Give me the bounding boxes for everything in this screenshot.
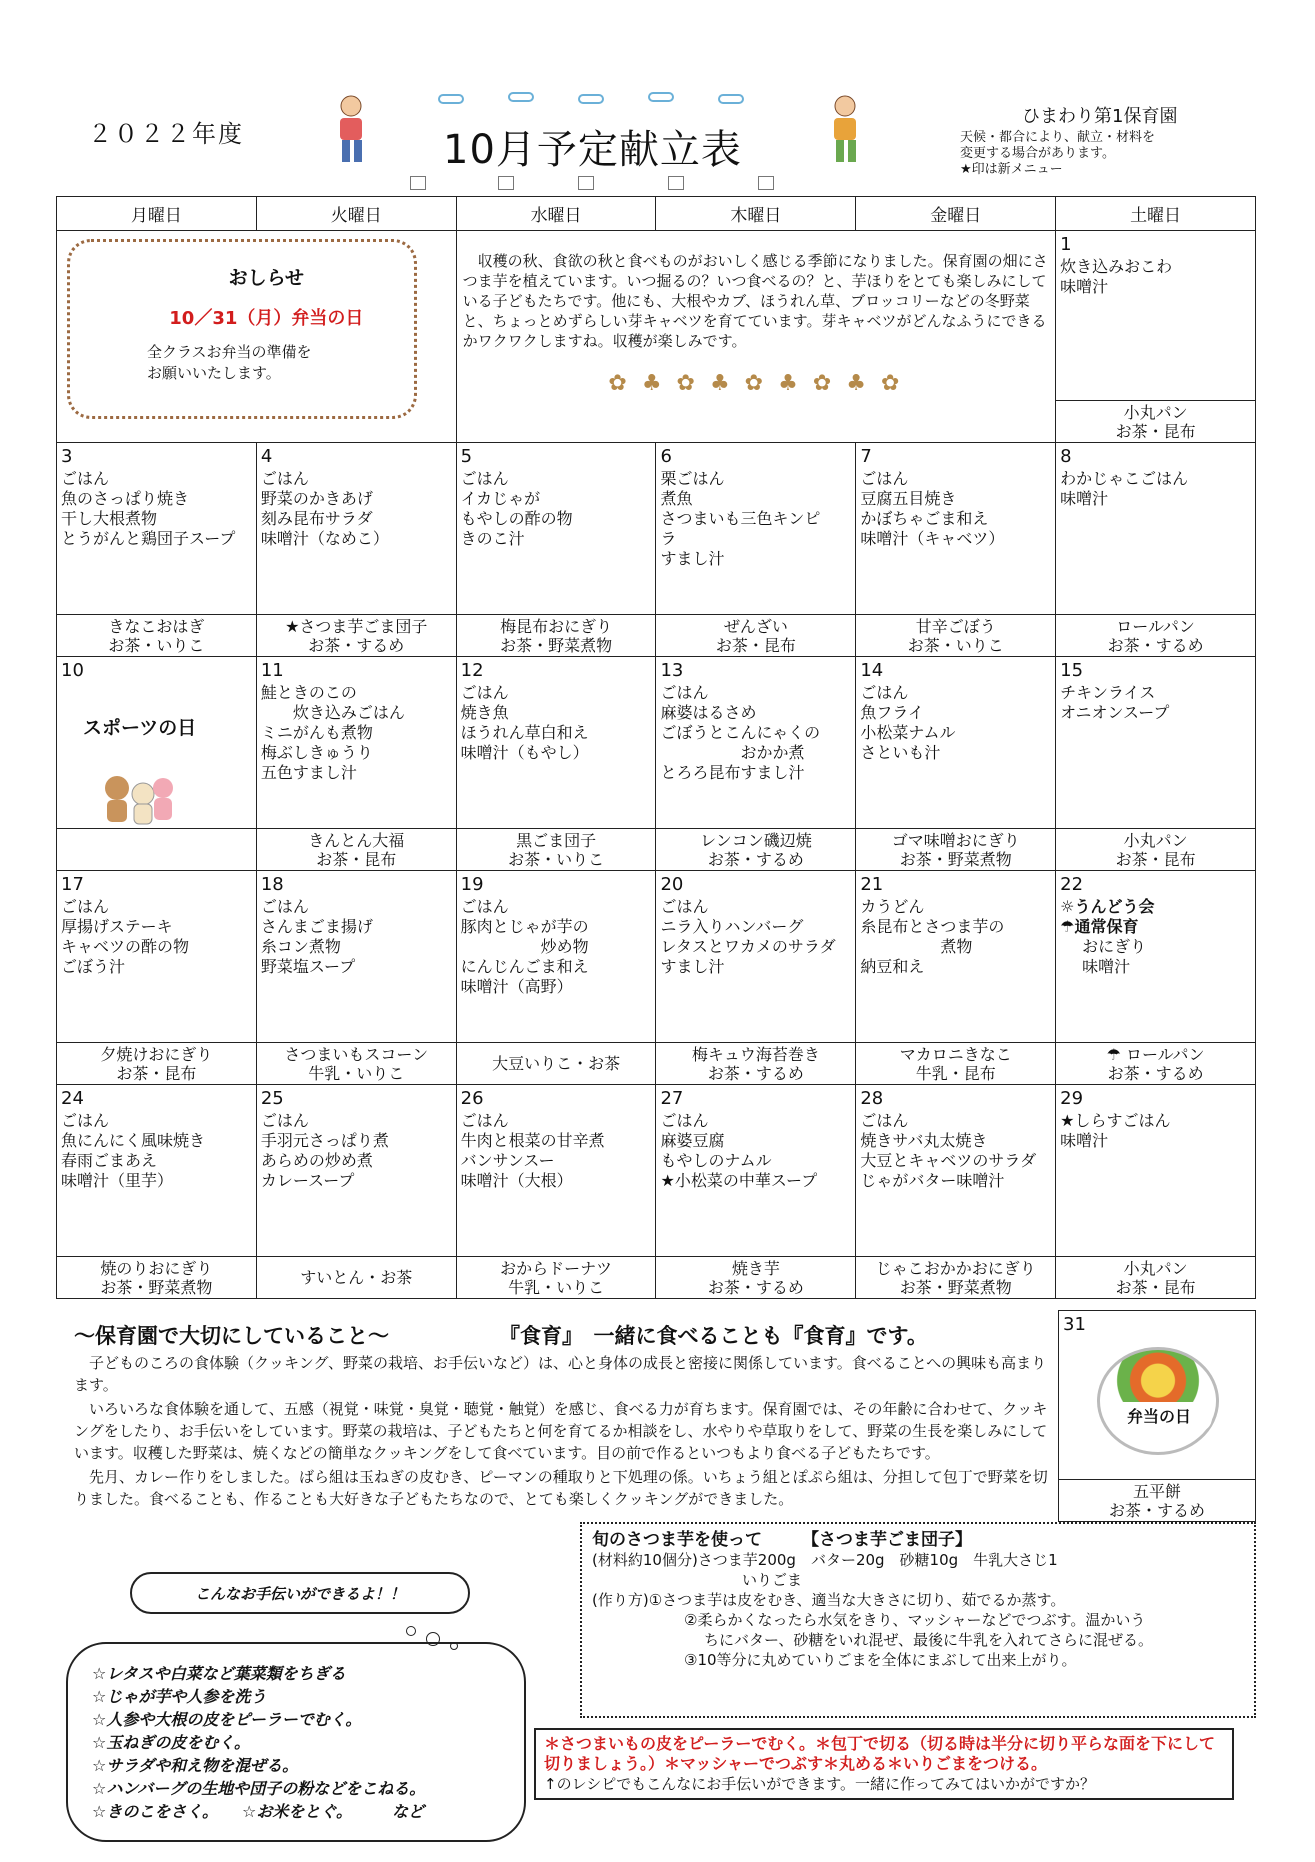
day-number: 14: [860, 660, 884, 681]
day-menu: ごはん ニラ入りハンバーグ レタスとワカメのサラダ すまし汁: [660, 897, 836, 976]
recipe-box: [580, 1522, 1256, 1718]
edu-paragraph: 先月、カレー作りをしました。ばら組は玉ねぎの皮むき、ピーマンの種取りと下処理の係。いちょう組とぽぷら組は、分担して包丁で野菜を切りました。食べることも、作ることも大好きな子どもたちなので、とても楽しくクッキングができました。: [74, 1468, 1048, 1508]
snack-cell-27: 焼き芋 お茶・するめ: [656, 1257, 856, 1299]
fiscal-year: ２０２２年度: [88, 120, 244, 148]
notice-date: 10／31（月）弁当の日: [169, 308, 364, 329]
snack-cell-12: 黒ごま団子 お茶・いりこ: [456, 829, 656, 871]
snack-row-2: [57, 829, 1256, 871]
day-number: 17: [61, 874, 84, 895]
weekday-tue: 火曜日: [256, 197, 456, 231]
notice-cell: [57, 231, 457, 443]
snack-cell-11: きんとん大福 お茶・昆布: [256, 829, 456, 871]
day-number: 31: [1063, 1314, 1086, 1335]
day-number: 22: [1060, 874, 1084, 895]
day-menu: ☼うんどう会 ☂通常保育 おにぎり 味噌汁: [1056, 897, 1255, 977]
weekday-thu: 木曜日: [656, 197, 856, 231]
day-number: 11: [260, 660, 284, 681]
day-cell-28: [856, 1085, 1056, 1257]
day-menu: ごはん 野菜のかきあげ 刻み昆布サラダ 味噌汁（なめこ）: [260, 469, 389, 548]
day-menu: 炊き込みおこわ 味噌汁: [1060, 257, 1173, 296]
edu-paragraph: 子どものころの食体験（クッキング、野菜の栽培、お手伝いなど）は、心と身体の成長と密接に関係しています。食べることへの興味も高まります。: [74, 1354, 1047, 1394]
day-menu: ごはん 焼き魚 ほうれん草白和え 味噌汁（もやし）: [460, 683, 589, 762]
day-number: 6: [660, 446, 672, 467]
day-cell-20: [656, 871, 856, 1043]
snack-cell-20: 梅キュウ海苔巻き お茶・するめ: [656, 1043, 856, 1085]
day-cell-26: [456, 1085, 656, 1257]
day-number: 4: [260, 446, 273, 467]
help-tip-box: [534, 1728, 1234, 1800]
week-row-3: [57, 871, 1256, 1043]
week-row-1: [57, 443, 1256, 615]
bird-garland-decoration: ✿ ♣ ✿ ♣ ✿ ♣ ✿ ♣ ✿: [608, 371, 904, 396]
snack-cell-6: ぜんざい お茶・昆布: [656, 615, 856, 657]
snack-cell-18: さつまいもスコーン 牛乳・いりこ: [256, 1043, 456, 1085]
day-menu: ★しらすごはん 味噌汁: [1060, 1111, 1171, 1150]
snack-cell-28: じゃこおかかおにぎり お茶・野菜煮物: [856, 1257, 1056, 1299]
snack-row-4: [57, 1257, 1256, 1299]
weekday-sat: 土曜日: [1056, 197, 1256, 231]
day-menu: ごはん 手羽元さっぱり煮 あらめの炒め煮 カレースープ: [260, 1111, 389, 1190]
day-number: 27: [660, 1088, 684, 1109]
recipe-heading: 旬のさつま芋を使って 【さつま芋ごま団子】: [592, 1530, 972, 1550]
day-cell-3: [57, 443, 257, 615]
day-number: 15: [1060, 660, 1084, 681]
recipe-ingredients: (材料約10個分)さつま芋200g バター20g 砂糖10g 牛乳大さじ1: [592, 1551, 1058, 1569]
tip-red-text: ＊さつまいもの皮をピーラーでむく。＊包丁で切る（切る時は半分に切り平らな面を下にして切りましょう。）＊マッシャーでつぶす＊丸める＊いりごまをつける。: [544, 1734, 1216, 1773]
snack-cell-1: 小丸パン お茶・昆布: [1056, 401, 1256, 443]
title-banner: [318, 88, 898, 194]
day-number: 29: [1060, 1088, 1084, 1109]
week-row-0: [57, 231, 1256, 401]
day-cell-25: [256, 1085, 456, 1257]
snack-cell-7: 甘辛ごぼう お茶・いりこ: [856, 615, 1056, 657]
day-cell-8: [1056, 443, 1256, 615]
day-cell-31: [1058, 1310, 1256, 1522]
day-cell-18: [256, 871, 456, 1043]
day-cell-12: [456, 657, 656, 829]
day-menu: ごはん 焼きサバ丸太焼き 大豆とキャベツのサラダ じゃがバター味噌汁: [860, 1111, 1037, 1190]
day-number: 10: [61, 660, 84, 681]
recipe-step: ③10等分に丸めていりごまを全体にまぶして出来上がり。: [684, 1651, 1077, 1669]
day-number: 24: [61, 1088, 84, 1109]
snack-row-1: [57, 615, 1256, 657]
snack-cell-8: ロールパン お茶・するめ: [1056, 615, 1256, 657]
recipe-ingredients-cont: いりごま: [742, 1571, 803, 1589]
leaf-frame-decoration: [67, 239, 417, 419]
sports-day-label: スポーツの日: [83, 717, 197, 739]
snack-cell-21: マカロニきなこ 牛乳・昆布: [856, 1043, 1056, 1085]
day-number: 13: [660, 660, 684, 681]
day-menu: ごはん 魚のさっぱり焼き 干し大根煮物 とうがんと鶏団子スープ: [61, 469, 236, 548]
day-cell-4: [256, 443, 456, 615]
day-menu: ごはん 豆腐五目焼き かぼちゃごま和え 味噌汁（キャベツ）: [860, 469, 1005, 548]
day-number: 28: [860, 1088, 884, 1109]
snack-cell-5: 梅昆布おにぎり お茶・野菜煮物: [456, 615, 656, 657]
day-number: 1: [1060, 234, 1072, 255]
snack-cell-13: レンコン磯辺焼 お茶・するめ: [656, 829, 856, 871]
day-menu: ごはん 魚フライ 小松菜ナムル さといも汁: [860, 683, 956, 762]
house-icon: [668, 176, 684, 190]
recipe-step: ②柔らかくなったら水気をきり、マッシャーなどでつぶす。温かいう: [684, 1611, 1146, 1629]
snack-cell-4: ★さつま芋ごま団子 お茶・するめ: [256, 615, 456, 657]
day-number: 21: [860, 874, 884, 895]
day-number: 12: [460, 660, 484, 681]
running-kids-illustration: [324, 92, 378, 172]
menu-calendar: [56, 196, 1256, 1299]
help-title-cloud: こんなお手伝いができるよ！！: [130, 1572, 470, 1614]
regular-care-label: ☂通常保育: [1060, 917, 1139, 936]
day-menu: わかじゃこごはん 味噌汁: [1060, 469, 1189, 508]
house-icon: [410, 176, 426, 190]
snack-cell-10: [57, 829, 257, 871]
day-number: 26: [460, 1088, 484, 1109]
day-cell-7: [856, 443, 1056, 615]
page-title: 10月予定献立表: [443, 127, 742, 173]
day-cell-1: [1056, 231, 1256, 401]
weekday-fri: 金曜日: [856, 197, 1056, 231]
day-number: 3: [61, 446, 73, 467]
house-icon: [758, 176, 774, 190]
weekday-header-row: [57, 197, 1256, 231]
day-menu: 栗ごはん 煮魚 さつまいも三色キンピ ラ すまし汁: [660, 469, 821, 568]
day-menu: ごはん 豚肉とじゃが芋の 炒め物 にんじんごま和え 味噌汁（高野）: [460, 897, 589, 996]
snack-cell-25: すいとん・お茶: [256, 1257, 456, 1299]
day-number: 7: [860, 446, 872, 467]
snack-cell-24: 焼のりおにぎり お茶・野菜煮物: [57, 1257, 257, 1299]
recipe-step: (作り方)①さつま芋は皮をむき、適当な大きさに切り、茹でるか蒸す。: [592, 1591, 1066, 1609]
snack-cell-19: 大豆いりこ・お茶: [456, 1043, 656, 1085]
running-kids-illustration-right: [818, 92, 872, 172]
day-menu: ごはん イカじゃが もやしの酢の物 きのこ汁: [460, 469, 573, 548]
day-cell-29: [1056, 1085, 1256, 1257]
cloud-icon: [648, 92, 674, 102]
notice-title: おしらせ: [228, 267, 305, 289]
animals-cheering-illustration: [97, 766, 177, 828]
house-icon: [498, 176, 514, 190]
day-cell-10: [57, 657, 257, 829]
day-number: 8: [1060, 446, 1072, 467]
bento-box-illustration: [1097, 1347, 1219, 1455]
snack-cell-31: 五平餅 お茶・するめ: [1059, 1479, 1255, 1521]
day-cell-11: [256, 657, 456, 829]
snack-cell-14: ゴマ味噌おにぎり お茶・野菜煮物: [856, 829, 1056, 871]
thought-dot: [406, 1626, 416, 1636]
nursery-name: ひまわり第1保育園: [1022, 106, 1178, 127]
day-menu: 鮭ときのこの 炊き込みごはん ミニがんも煮物 梅ぶしきゅうり 五色すまし汁: [260, 683, 405, 782]
day-cell-6: [656, 443, 856, 615]
day-menu: ごはん さんまごま揚げ 糸コン煮物 野菜塩スープ: [260, 897, 373, 976]
day-cell-19: [456, 871, 656, 1043]
help-list-bubble: ☆レタスや白菜など葉菜類をちぎる ☆じゃが芋や人参を洗う ☆人参や大根の皮をピーラーでむく。 ☆玉ねぎの皮をむく。 ☆サラダや和え物を混ぜる。 ☆ハンバーグの生地や団子の粉などをこねる。 ☆きのこをさく。 ☆お米をとぐ。 など: [66, 1642, 526, 1842]
edu-paragraph: いろいろな食体験を通して、五感（視覚・味覚・臭覚・聴覚・触覚）を感じ、食べる力が育ちます。保育園では、その年齢に合わせて、クッキングをしたり、お手伝いをしています。野菜の栽培は、子どもたちと何を育てるか相談をし、水やりや草取りをして、野菜の生長を楽しみにしています。収穫した野菜は、焼くなどの簡単なクッキングをして食べています。目の前で作るといつもより食べる子どもたちです。: [74, 1400, 1048, 1462]
sports-festival-label: ☼うんどう会: [1060, 897, 1155, 916]
day-cell-5: [456, 443, 656, 615]
day-menu: チキンライス オニオンスープ: [1060, 683, 1170, 722]
intro-text: 収穫の秋、食欲の秋と食べものがおいしく感じる季節になりました。保育園の畑にさつま芋を植えています。いつ掘るの？いつ食べるの？と、芋ほりをとても楽しみにしている子どもたちです。他にも、大根やカブ、ほうれん草、ブロッコリーなどの冬野菜と、ちょっとめずらしい芽キャベツを育てています。芽キャベツがどんなふうにできるかワクワクしますね。収穫が楽しみです。: [462, 252, 1048, 350]
day-menu: ごはん 魚にんにく風味焼き 春雨ごまあえ 味噌汁（里芋）: [61, 1111, 206, 1190]
cloud-icon: [508, 92, 534, 102]
snack-cell-3: きなこおはぎ お茶・いりこ: [57, 615, 257, 657]
day-menu: ごはん 牛肉と根菜の甘辛煮 バンサンスー 味噌汁（大根）: [460, 1111, 605, 1190]
day-number: 19: [460, 874, 484, 895]
food-education-section: [74, 1320, 1054, 1510]
cloud-icon: [718, 94, 744, 104]
intro-cell: [456, 231, 1055, 443]
day-cell-24: [57, 1085, 257, 1257]
tip-note: ↑のレシピでもこんなにお手伝いができます。一緒に作ってみてはいかがですか？: [544, 1775, 1095, 1793]
day-menu: ごはん 麻婆豆腐 もやしのナムル ★小松菜の中華スープ: [660, 1111, 818, 1190]
day-number: 20: [660, 874, 684, 895]
header-note: 天候・都合により、献立・材料を 変更する場合があります。 ★印は新メニュー: [960, 130, 1156, 177]
cloud-icon: [578, 94, 604, 104]
day-menu: ごはん 厚揚げステーキ キャベツの酢の物 ごぼう汁: [61, 897, 190, 976]
snack-row-3: [57, 1043, 1256, 1085]
cloud-icon: [438, 94, 464, 104]
edu-heading: ～保育園で大切にしていること～ 『食育』 一緒に食べることも『食育』です。: [74, 1324, 928, 1348]
snack-cell-26: おからドーナツ 牛乳・いりこ: [456, 1257, 656, 1299]
house-icon: [578, 176, 594, 190]
recipe-step: ちにバター、砂糖をいれ混ぜ、最後に牛乳を入れてさらに混ぜる。: [704, 1631, 1153, 1649]
snack-cell-22: ☂ ロールパン お茶・するめ: [1056, 1043, 1256, 1085]
day-cell-15: [1056, 657, 1256, 829]
snack-cell-15: 小丸パン お茶・昆布: [1056, 829, 1256, 871]
week-row-4: [57, 1085, 1256, 1257]
notice-box: [57, 231, 456, 384]
day-cell-21: [856, 871, 1056, 1043]
week-row-2: [57, 657, 1256, 829]
day-menu: カうどん 糸昆布とさつま芋の 煮物 納豆和え: [860, 897, 1005, 976]
day-menu: ごはん 麻婆はるさめ ごぼうとこんにゃくの おかか煮 とろろ昆布すまし汁: [660, 683, 821, 782]
day-number: 5: [460, 446, 473, 467]
notice-body: 全クラスお弁当の準備を お願いいたします。: [147, 343, 312, 382]
day-cell-13: [656, 657, 856, 829]
weekday-wed: 水曜日: [456, 197, 656, 231]
day-number: 18: [260, 874, 284, 895]
day-cell-22: [1056, 871, 1256, 1043]
weekday-mon: 月曜日: [57, 197, 257, 231]
snack-cell-17: 夕焼けおにぎり お茶・昆布: [57, 1043, 257, 1085]
day-cell-14: [856, 657, 1056, 829]
snack-cell-29: 小丸パン お茶・昆布: [1056, 1257, 1256, 1299]
day-cell-27: [656, 1085, 856, 1257]
day-number: 25: [260, 1088, 284, 1109]
bento-day-label: 弁当の日: [1106, 1402, 1212, 1432]
day-cell-17: [57, 871, 257, 1043]
